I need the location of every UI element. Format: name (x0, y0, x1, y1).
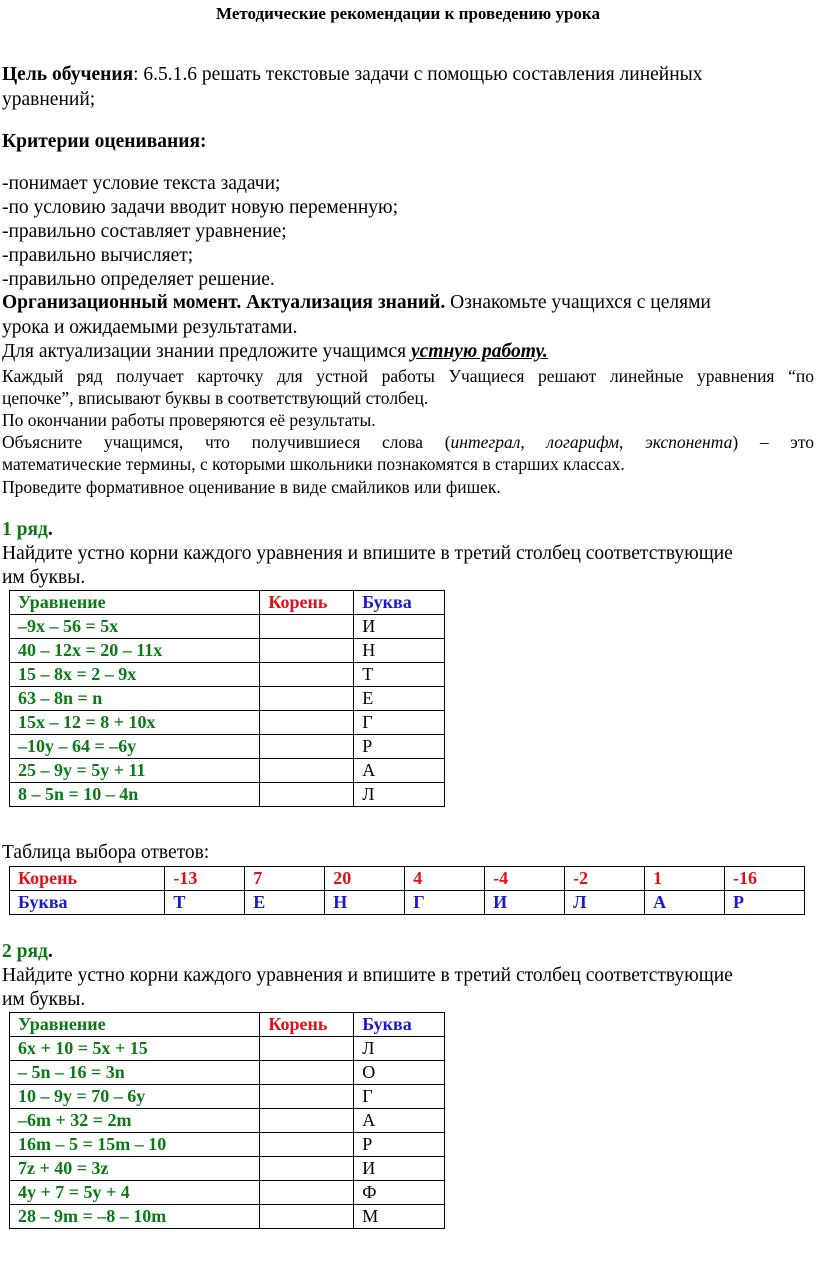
row2-instruction: Найдите устно корни каждого уравнения и впишите в третий столбец соответствующие (2, 965, 733, 986)
row1-table (9, 590, 445, 807)
root-input-cell[interactable] (260, 615, 354, 639)
root-input-cell[interactable] (260, 711, 354, 735)
table-row (10, 639, 445, 663)
criteria-heading: Критерии оценивания: (2, 131, 207, 152)
answers-letter-label: Буква (10, 891, 165, 915)
equation-cell: 4y + 7 = 5y + 4 (10, 1181, 260, 1205)
criteria-item: -правильно определяет решение. (2, 269, 275, 290)
header-letter: Буква (354, 591, 445, 615)
equation-cell: –6m + 32 = 2m (10, 1109, 260, 1133)
answer-letter-cell: Е (245, 891, 325, 915)
equation-cell: 7z + 40 = 3z (10, 1157, 260, 1181)
criteria-item: -понимает условие текста задачи; (2, 173, 281, 194)
answer-root-cell: 20 (325, 867, 405, 891)
row2-heading-dot: . (47, 941, 53, 962)
root-input-cell[interactable] (260, 663, 354, 687)
answer-root-cell: -4 (485, 867, 565, 891)
row1-heading (2, 519, 814, 541)
letter-cell: М (354, 1205, 445, 1229)
answer-root-cell: 7 (245, 867, 325, 891)
row2-table (9, 1012, 445, 1229)
org-line (2, 292, 814, 314)
equation-cell: 28 – 9m = –8 – 10m (10, 1205, 260, 1229)
letter-cell: О (354, 1061, 445, 1085)
root-input-cell[interactable] (260, 1085, 354, 1109)
equation-cell: 15 – 8x = 2 – 9x (10, 663, 260, 687)
letter-cell: Г (354, 1085, 445, 1109)
explain-text: Объясните учащимся, что получившиеся слова ( (2, 432, 451, 452)
org-heading: Организационный момент. Актуализация знаний. (2, 292, 446, 313)
equation-cell: – 5n – 16 = 3n (10, 1061, 260, 1085)
row2-heading (2, 941, 814, 963)
table-row (10, 1133, 445, 1157)
answer-root-cell: -16 (725, 867, 805, 891)
letter-cell: И (354, 1157, 445, 1181)
letter-cell: Р (354, 735, 445, 759)
equation-cell: 40 – 12x = 20 – 11x (10, 639, 260, 663)
equation-cell: –10y – 64 = –6y (10, 735, 260, 759)
goal-text: : 6.5.1.6 решать текстовые задачи с помощью составления линейных (133, 64, 703, 85)
letter-cell: А (354, 1109, 445, 1133)
row2-heading-text: 2 ряд (2, 941, 48, 962)
equation-cell: –9x – 56 = 5x (10, 615, 260, 639)
letter-cell: Л (354, 1037, 445, 1061)
goal-label: Цель обучения (2, 64, 134, 85)
paragraph-explain-2: математические термины, с которыми школьники познакомятся в старших классах. (2, 454, 625, 474)
answer-root-cell: -13 (165, 867, 245, 891)
root-input-cell[interactable] (260, 1133, 354, 1157)
header-equation: Уравнение (10, 591, 260, 615)
header-root: Корень (260, 1013, 354, 1037)
answers-letter-row (10, 891, 805, 915)
row1-heading-text: 1 ряд (2, 519, 48, 540)
root-input-cell[interactable] (260, 1061, 354, 1085)
equation-cell: 63 – 8n = n (10, 687, 260, 711)
equation-cell: 6x + 10 = 5x + 15 (10, 1037, 260, 1061)
answers-label: Таблица выбора ответов: (2, 842, 210, 863)
table-row (10, 1109, 445, 1133)
criteria-item: -правильно составляет уравнение; (2, 221, 287, 242)
equation-cell: 16m – 5 = 15m – 10 (10, 1133, 260, 1157)
letter-cell: Р (354, 1133, 445, 1157)
paragraph-check: По окончании работы проверяются её результаты. (2, 410, 376, 430)
row2-instruction-2: им буквы. (2, 989, 86, 1010)
answer-letter-cell: Р (725, 891, 805, 915)
table-header-row (10, 591, 445, 615)
letter-cell: Л (354, 783, 445, 807)
answers-table (9, 866, 805, 915)
answers-root-label: Корень (10, 867, 165, 891)
page-title: Методические рекомендации к проведению урока (216, 4, 600, 23)
table-row (10, 711, 445, 735)
table-row (10, 1181, 445, 1205)
table-row (10, 687, 445, 711)
letter-cell: А (354, 759, 445, 783)
row1-instruction: Найдите устно корни каждого уравнения и впишите в третий столбец соответствующие (2, 543, 733, 564)
table-row (10, 735, 445, 759)
answer-root-cell: -2 (565, 867, 645, 891)
paragraph-cards: Каждый ряд получает карточку для устной работы Учащиеся решают линейные уравнения “по (2, 366, 814, 386)
answers-root-row (10, 867, 805, 891)
root-input-cell[interactable] (260, 1157, 354, 1181)
root-input-cell[interactable] (260, 759, 354, 783)
table-row (10, 1157, 445, 1181)
equation-cell: 10 – 9y = 70 – 6y (10, 1085, 260, 1109)
org-line-2: урока и ожидаемыми результатами. (2, 317, 298, 338)
table-row (10, 1061, 445, 1085)
letter-cell: Н (354, 639, 445, 663)
answer-root-cell: 1 (645, 867, 725, 891)
root-input-cell[interactable] (260, 639, 354, 663)
equation-cell: 15x – 12 = 8 + 10x (10, 711, 260, 735)
answer-letter-cell: И (485, 891, 565, 915)
criteria-item: -по условию задачи вводит новую переменную; (2, 197, 399, 218)
root-input-cell[interactable] (260, 687, 354, 711)
letter-cell: Г (354, 711, 445, 735)
explain-terms: интеграл, логарифм, экспонента (450, 432, 733, 452)
row1-heading-dot: . (47, 519, 53, 540)
answer-letter-cell: Т (165, 891, 245, 915)
letter-cell: И (354, 615, 445, 639)
paragraph-explain (2, 432, 814, 453)
letter-cell: Ф (354, 1181, 445, 1205)
letter-cell: Т (354, 663, 445, 687)
header-equation: Уравнение (10, 1013, 260, 1037)
paragraph-cards-2: цепочке”, вписывают буквы в соответствующий столбец. (2, 388, 429, 408)
answer-letter-cell: Н (325, 891, 405, 915)
criteria-item: -правильно вычисляет; (2, 245, 194, 266)
goal-line-2: уравнений; (2, 89, 96, 110)
root-input-cell[interactable] (260, 783, 354, 807)
equation-cell: 8 – 5n = 10 – 4n (10, 783, 260, 807)
table-row (10, 1037, 445, 1061)
table-row (10, 663, 445, 687)
answer-root-cell: 4 (405, 867, 485, 891)
answer-letter-cell: Г (405, 891, 485, 915)
goal-line (2, 64, 814, 86)
table-row (10, 1205, 445, 1229)
table-header-row (10, 1013, 445, 1037)
root-input-cell[interactable] (260, 1205, 354, 1229)
table-row (10, 783, 445, 807)
table-row (10, 759, 445, 783)
root-input-cell[interactable] (260, 735, 354, 759)
header-root: Корень (260, 591, 354, 615)
paragraph-assessment: Проведите формативное оценивание в виде смайликов или фишек. (2, 477, 501, 497)
header-letter: Буква (354, 1013, 445, 1037)
answer-letter-cell: Л (565, 891, 645, 915)
table-row (10, 615, 445, 639)
root-input-cell[interactable] (260, 1109, 354, 1133)
oral-work-link: устную работу. (410, 341, 548, 362)
root-input-cell[interactable] (260, 1181, 354, 1205)
root-input-cell[interactable] (260, 1037, 354, 1061)
org-line-3 (2, 341, 814, 363)
letter-cell: Е (354, 687, 445, 711)
org-text: Ознакомьте учащихся с целями (445, 292, 711, 313)
row1-instruction-2: им буквы. (2, 567, 86, 588)
equation-cell: 25 – 9y = 5y + 11 (10, 759, 260, 783)
table-row (10, 1085, 445, 1109)
answer-letter-cell: А (645, 891, 725, 915)
org-text-3: Для актуализации знании предложите учащимся (2, 341, 411, 362)
explain-text-end: ) – это (732, 432, 814, 452)
